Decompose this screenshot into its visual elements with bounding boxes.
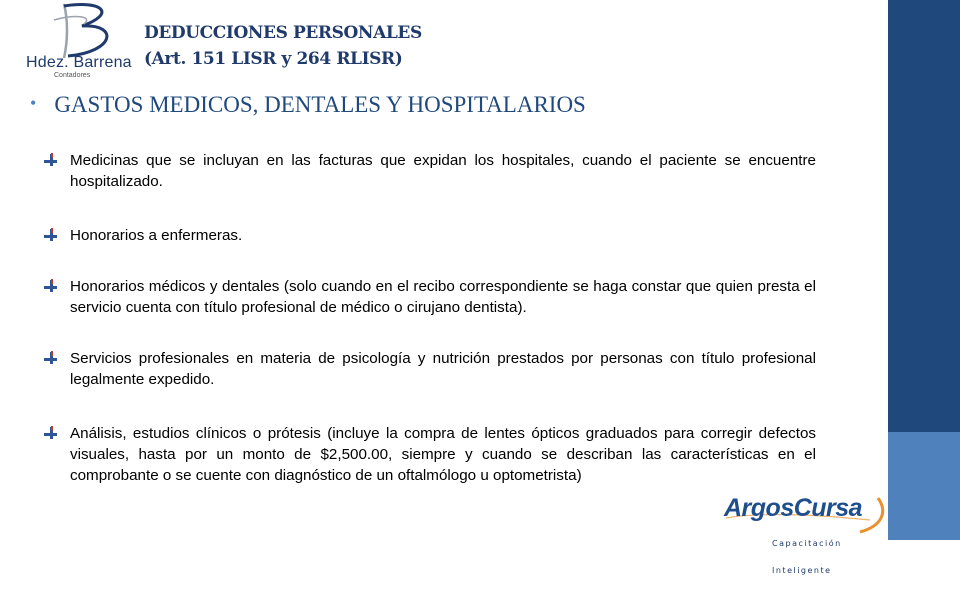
brand-tagline-line-2: Inteligente <box>772 566 832 575</box>
brand-tagline <box>772 521 842 593</box>
bullet-marker-icon <box>44 152 58 166</box>
page-title <box>144 20 422 72</box>
list-item-text: Servicios profesionales en materia de psicología y nutrición prestados por personas con título profesional legalmente expedido. <box>70 350 816 388</box>
section-heading <box>30 92 586 118</box>
bullet-marker-icon <box>44 278 58 292</box>
page-title-line-2: (Art. 151 LISR y 264 RLISR) <box>144 49 403 69</box>
bullet-marker-icon <box>44 350 58 364</box>
bullet-marker-icon <box>44 227 58 241</box>
company-logo <box>24 0 132 80</box>
side-bar-accent-lower <box>888 432 960 540</box>
brand-logo <box>720 492 890 575</box>
bullet-marker-icon <box>44 425 58 439</box>
brand-tagline-line-1: Capacitación <box>772 539 842 548</box>
side-bar-accent <box>888 0 960 432</box>
logo-name: Hdez. Barrena <box>26 54 132 71</box>
list-item-text: Honorarios a enfermeras. <box>70 227 243 244</box>
brand-name: ArgosCursa <box>724 494 863 522</box>
section-bullet: • <box>30 93 37 113</box>
list-item-text: Análisis, estudios clínicos o prótesis (incluye la compra de lentes ópticos graduados para corregir defectos visuales, hasta por un monto de $2,500.00, siempre y cuando se describan las características en el comprobante o se cuente con diagnóstico de un oftalmólogo u optometrista) <box>70 425 816 484</box>
list-item-text: Medicinas que se incluyan en las facturas que expidan los hospitales, cuando el paciente se encuentre hospitalizado. <box>70 152 816 190</box>
logo-subtitle: Contadores <box>54 72 91 79</box>
section-heading-text: GASTOS MEDICOS, DENTALES Y HOSPITALARIOS <box>54 92 586 117</box>
list-item-text: Honorarios médicos y dentales (solo cuando en el recibo correspondiente se haga constar que quien presta el servicio cuenta con título profesional de médico o cirujano dentista). <box>70 278 816 316</box>
page-title-line-1: DEDUCCIONES PERSONALES <box>144 23 422 43</box>
